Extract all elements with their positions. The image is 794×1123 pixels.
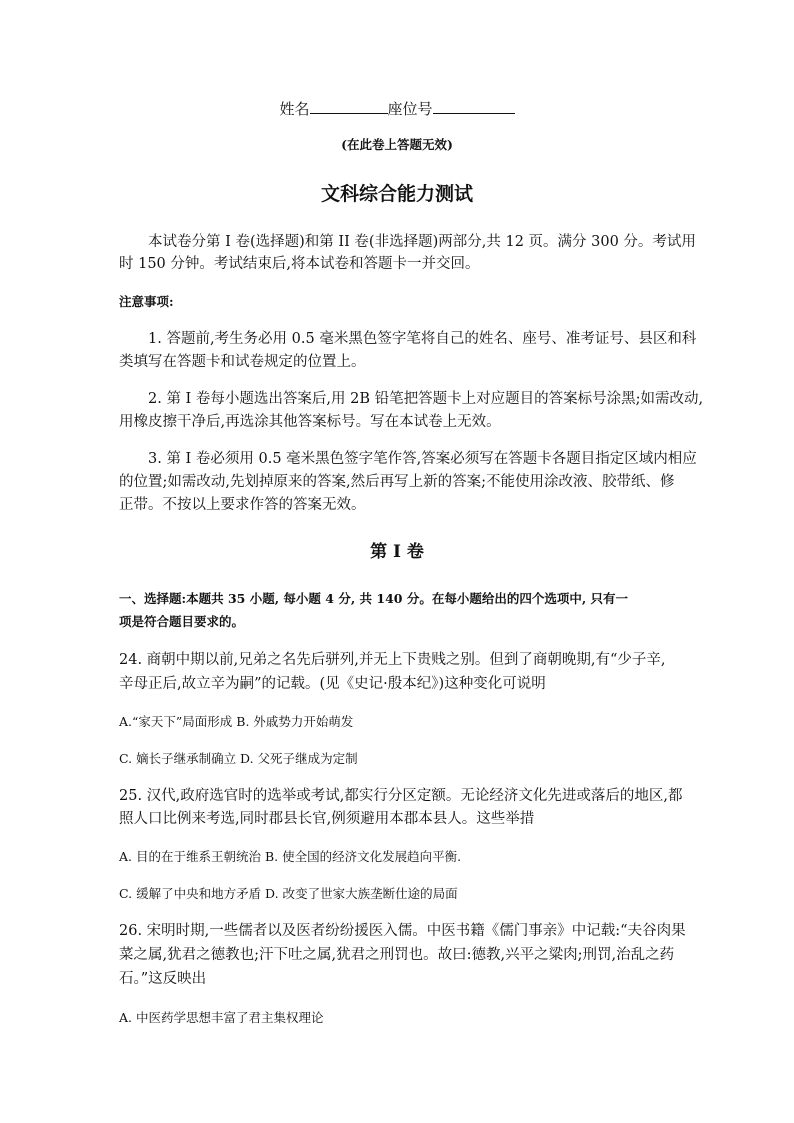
section-instruction-line-2: 项是符合题目要求的。 — [119, 614, 245, 629]
notice-item-2-line-2: 用橡皮擦干净后,再选涂其他答案标号。写在本试卷上无效。 — [119, 414, 501, 430]
q26-stem-line-3: 石。”这反映出 — [119, 971, 207, 987]
q26-stem-line-1: 26. 宋明时期,一些儒者以及医者纷纷援医入儒。中医书籍《儒门事亲》中记载:“夫谷肉果 — [119, 923, 686, 939]
q25-options-cd: C. 缓解了中央和地方矛盾 D. 改变了世家大族垄断仕途的局面 — [119, 886, 458, 901]
q26-stem-line-2: 菜之属,犹君之德教也;汗下吐之属,犹君之刑罚也。故曰:德教,兴平之粱肉;刑罚,治乱之药 — [119, 947, 675, 963]
invalid-note: (在此卷上答题无效) — [341, 137, 453, 152]
notice-item-1-line-2: 类填写在答题卡和试卷规定的位置上。 — [119, 354, 366, 370]
section-instruction-line-1: 一、选择题:本题共 35 小题, 每小题 4 分, 共 140 分。在每小题给出的四个选项中, 只有一 — [119, 591, 629, 606]
seat-blank — [433, 99, 515, 114]
notice-item-3-line-3: 正带。不按以上要求作答的答案无效。 — [119, 497, 366, 513]
q25-stem-line-2: 照人口比例来考选,同时郡县长官,例须避用本郡本县人。这些举措 — [119, 811, 535, 827]
seat-label: 座位号 — [387, 100, 433, 118]
name-blank — [310, 99, 388, 114]
name-seat-line — [0, 99, 794, 119]
q24-options-ab: A.“家天下”局面形成 B. 外戚势力开始萌发 — [119, 714, 354, 729]
page-title: 文科综合能力测试 — [320, 183, 473, 205]
section-title: 第 I 卷 — [370, 542, 424, 562]
intro-line-1: 本试卷分第 I 卷(选择题)和第 II 卷(非选择题)两部分,共 12 页。满分 300 分。考试用 — [148, 234, 696, 250]
q24-stem-line-2: 辛母正后,故立辛为嗣”的记载。(见《史记·殷本纪》)这种变化可说明 — [119, 676, 546, 692]
q25-stem-line-1: 25. 汉代,政府选官时的选举或考试,都实行分区定额。无论经济文化先进或落后的地区,都 — [119, 788, 683, 804]
notice-item-3-line-1: 3. 第 I 卷必须用 0.5 毫米黑色签字笔作答,答案必须写在答题卡各题目指定区域内相应 — [148, 451, 697, 467]
q25-options-ab: A. 目的在于维系王朝统治 B. 使全国的经济文化发展趋向平衡. — [119, 849, 462, 864]
q24-options-cd: C. 嫡长子继承制确立 D. 父死子继成为定制 — [119, 751, 358, 766]
notice-heading: 注意事项: — [119, 294, 174, 309]
notice-item-1-line-1: 1. 答题前,考生务必用 0.5 毫米黑色签字笔将自己的姓名、座号、准考证号、县区和科 — [148, 331, 697, 347]
notice-item-3-line-2: 的位置;如需改动,先划掉原来的答案,然后再写上新的答案;不能使用涂改液、胶带纸、修 — [119, 474, 675, 490]
q26-option-a: A. 中医药学思想丰富了君主集权理论 — [119, 1010, 324, 1025]
intro-line-2: 时 150 分钟。考试结束后,将本试卷和答题卡一并交回。 — [119, 256, 480, 272]
q24-stem-line-1: 24. 商朝中期以前,兄弟之名先后骈列,并无上下贵贱之别。但到了商朝晚期,有“少子辛, — [119, 652, 666, 668]
name-label: 姓名 — [279, 100, 310, 118]
notice-item-2-line-1: 2. 第 I 卷每小题选出答案后,用 2B 铅笔把答题卡上对应题目的答案标号涂黑;如需改动, — [148, 391, 704, 407]
